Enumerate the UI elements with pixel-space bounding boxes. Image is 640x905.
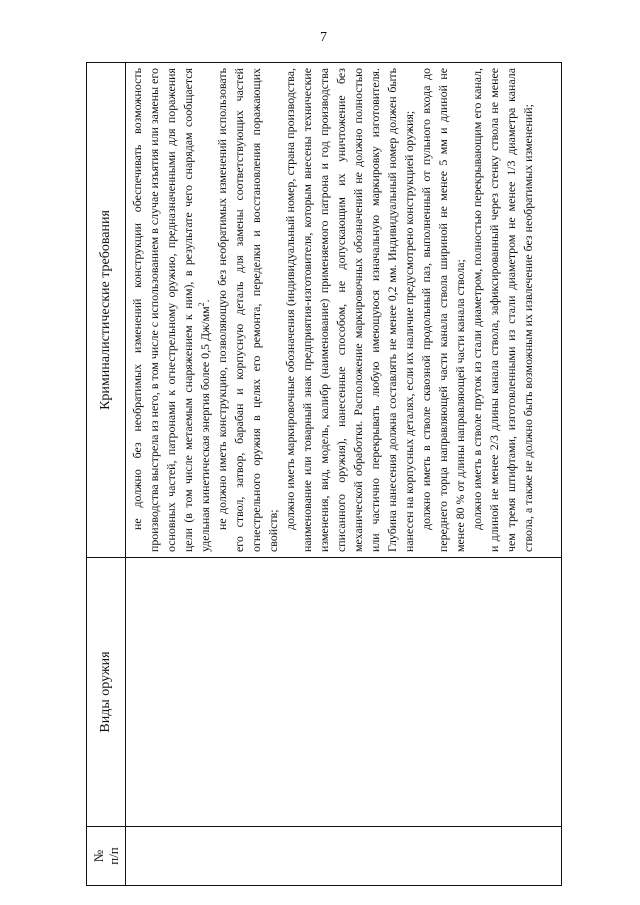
cell-weapon-type [126, 558, 562, 827]
cell-number [126, 827, 562, 886]
header-number-sub: п/п [106, 847, 121, 865]
header-weapon-types: Виды оружия [87, 558, 126, 827]
page-number: 7 [320, 30, 327, 45]
header-number-sign: № [91, 849, 106, 863]
rotated-page-content [86, 66, 562, 886]
requirement-paragraph-5: должно иметь в стволе пруток из стали диаметром, полностью перекрывающим его канал, и длиной не менее 2/3 длины канала ствола, зафиксированный через стенку ствола не менее чем тремя штифтами, изготовленными из стали диаметром не менее 1/3 диаметра канала ствола, а также не должно быть возможным их извлечение без необратимых изменений; [470, 68, 535, 552]
header-number [87, 827, 126, 886]
requirement-paragraph-3: должно иметь маркировочные обозначения (индивидуальный номер, страна производства, наименование или товарный знак предприятия-изготовителя, которым внесены технические изменения, вид, модель, калибр (наименование) применяемого патрона и год производства списанного оружия), нанесенные способом, не допускающим их уничтожение без механической обработки. Расположение маркировочных обозначений не должно полностью или частично перекрывать любую имеющуюся изначальную маркировку изготовителя. Глубина нанесения должна составлять не менее 0,2 мм. Индивидуальный номер должен быть нанесен на корпусных деталях, если их наличие предусмотрено конструкцией оружия; [283, 68, 416, 552]
table-header-row [87, 63, 126, 886]
superscript: 2 [197, 302, 207, 307]
header-requirements: Криминалистические требования [87, 63, 126, 558]
cell-requirements [126, 63, 562, 558]
requirement-paragraph-2: не должно иметь конструкцию, позволяющую без необратимых изменений использовать его ствол, затвор, барабан и корпусную деталь для замены соответствующих частей огнестрельного оружия в целях его ремонта, переделки и восстановления поражающих свойств; [215, 68, 280, 552]
rotated-table-wrapper [86, 66, 562, 886]
requirement-paragraph-4: должно иметь в стволе сквозной продольный паз, выполненный от пульного входа до переднего торца направляющей части канала ствола шириной не менее 5 мм и длиной не менее 80 % от длины направляющей части канала ствола; [419, 68, 467, 552]
requirements-table [86, 62, 562, 886]
table-row [126, 63, 562, 886]
requirement-paragraph-1: не должно без необратимых изменений конструкции обеспечивать возможность производства выстрела из него, в том числе с использованием в случае изъятия или замены его основных частей, патронами к огнестрельному оружию, предназначенными для поражения цели (в том числе метаемым снаряжением к ним), в результате чего снарядам сообщается удельная кинетическая энергия более 0,5 $Дж/мм^2$. [130, 68, 212, 552]
